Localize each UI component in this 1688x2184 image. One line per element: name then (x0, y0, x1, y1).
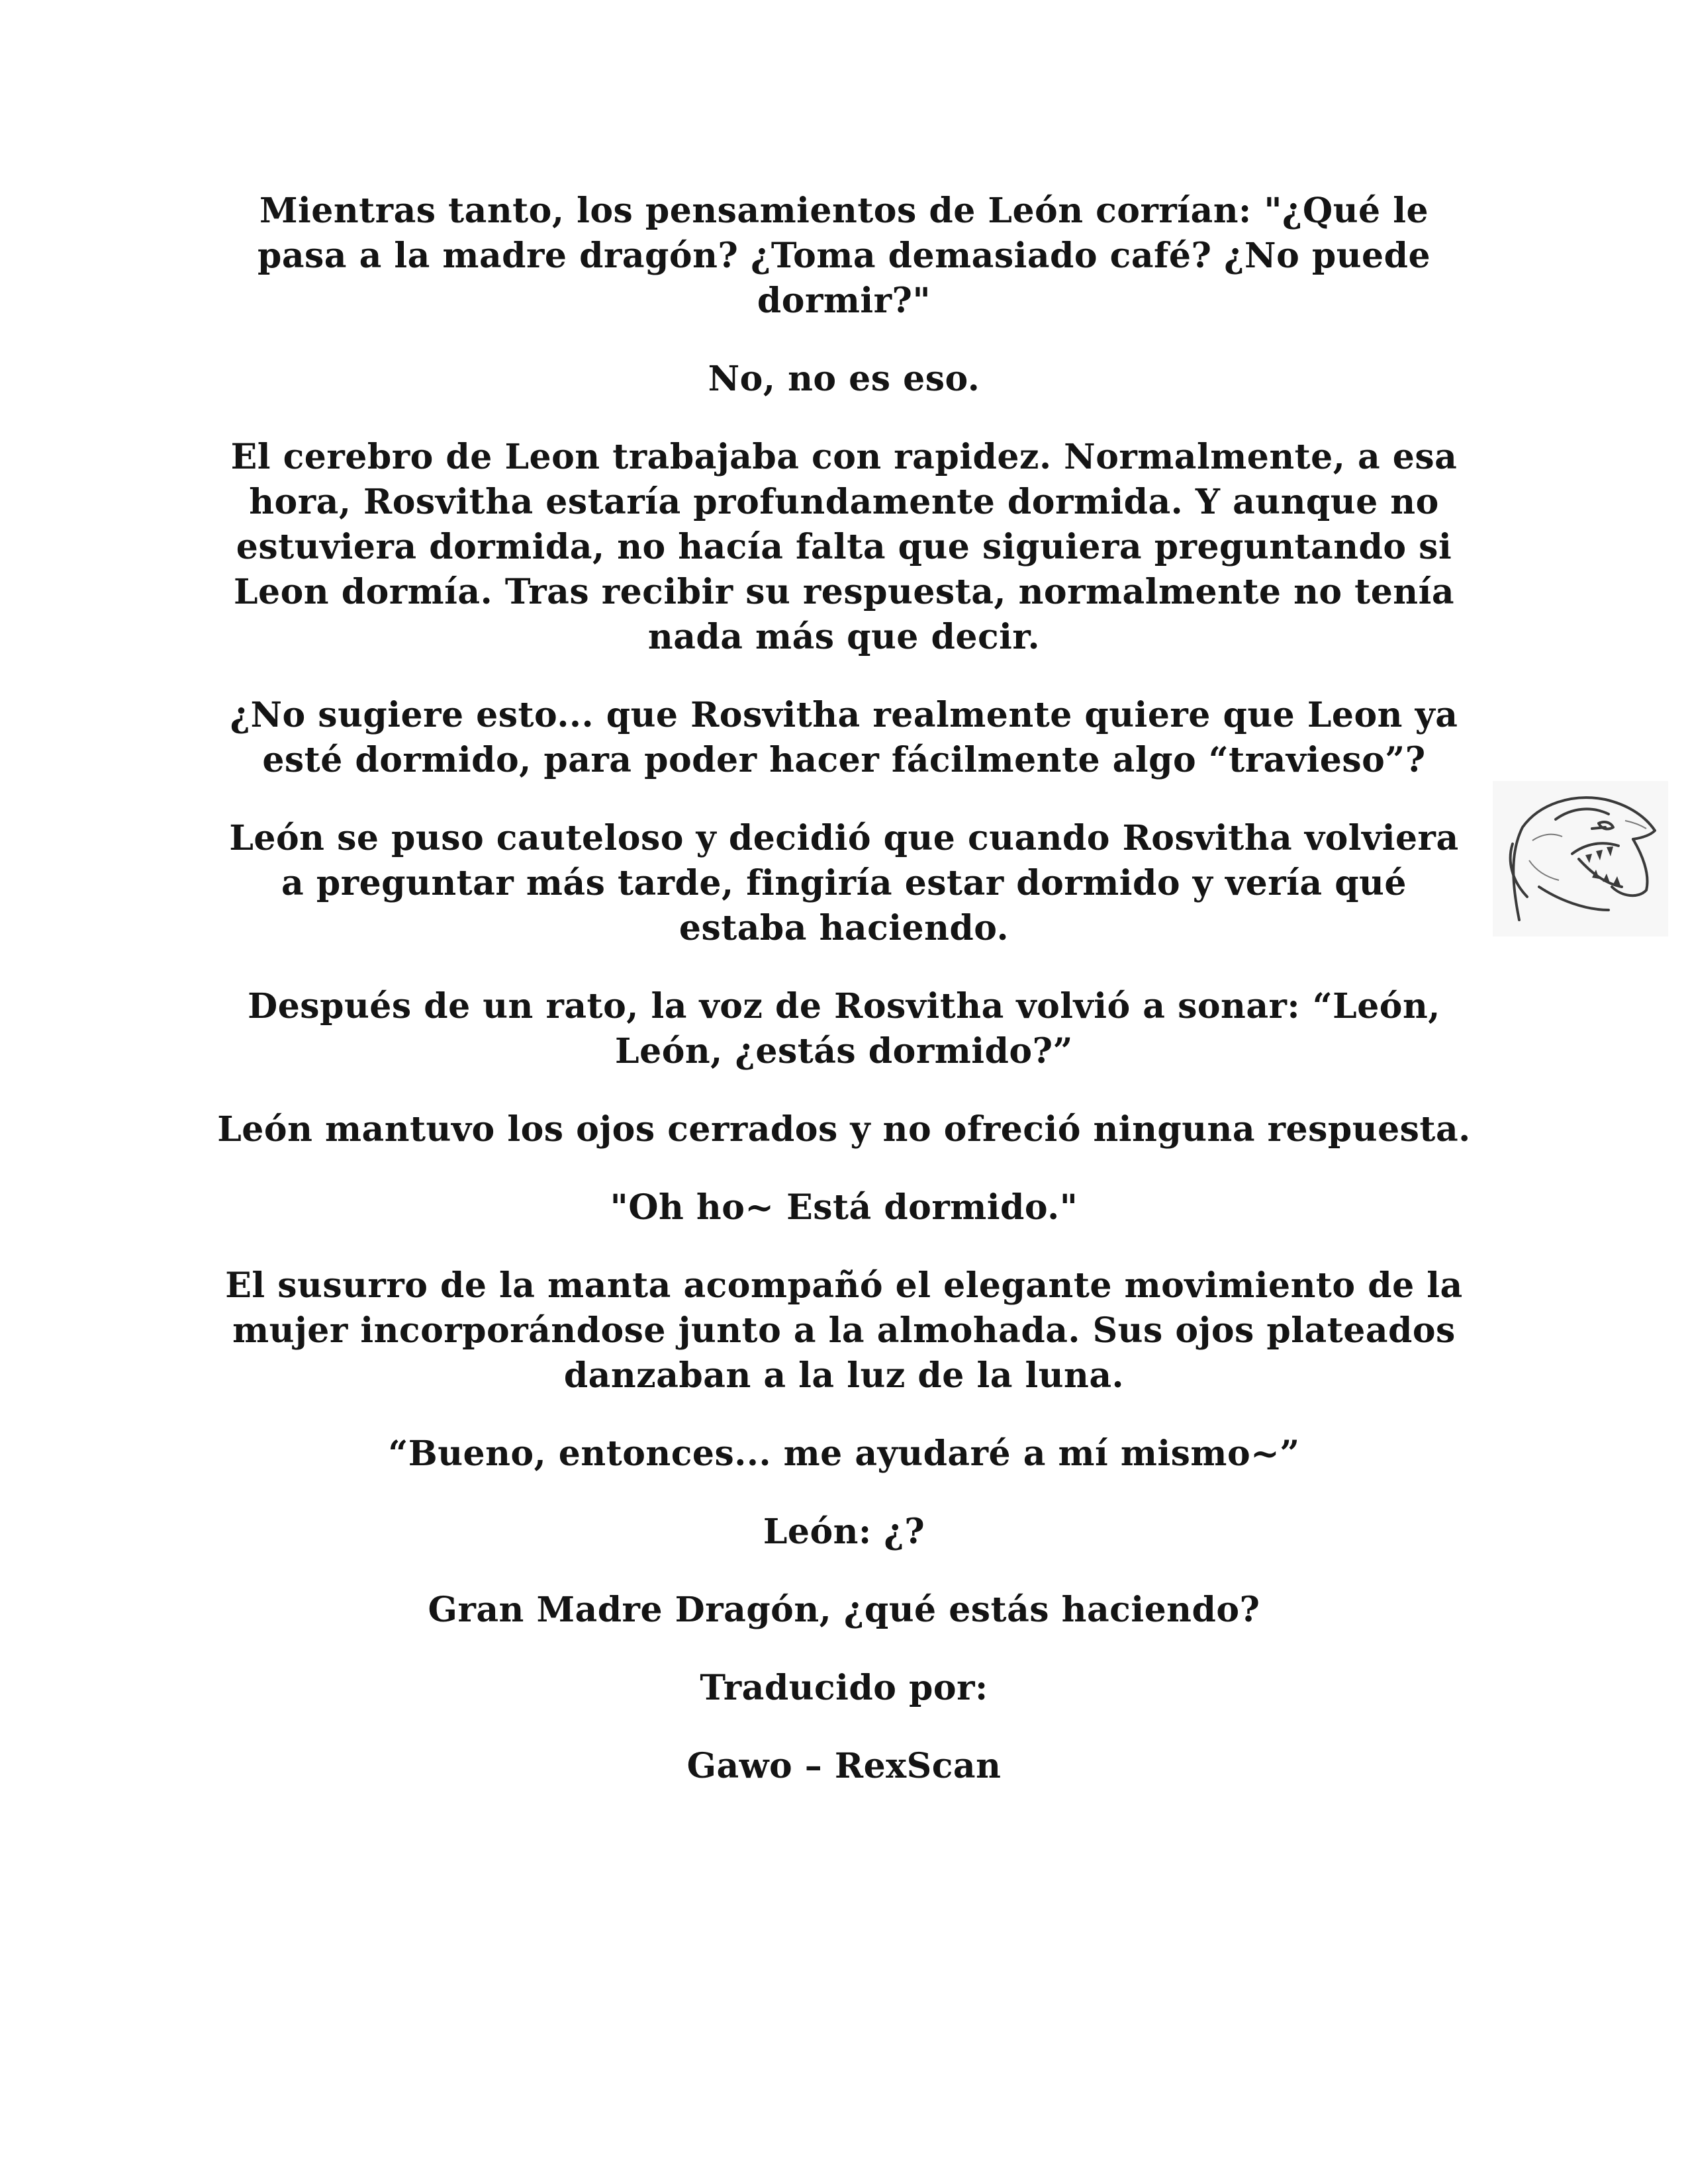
credits-separator: – (792, 1746, 835, 1786)
paragraph-2: No, no es eso. (708, 359, 980, 399)
t-rex-head-sketch-icon (1493, 781, 1668, 936)
paragraph-11: León: ¿? (763, 1512, 925, 1552)
paragraph-7: León mantuvo los ojos cerrados y no ofreció ninguna respuesta. (217, 1109, 1471, 1150)
t-rex-sketch-svg (1493, 781, 1668, 936)
paragraph-10: “Bueno, entonces... me ayudaré a mí mismo~” (388, 1433, 1300, 1474)
paragraph-4: ¿No sugiere esto... que Rosvitha realmente quiere que Leon ya esté dormido, para poder hacer fácilmente algo “travieso”? (230, 695, 1458, 780)
paragraph-3: El cerebro de Leon trabajaba con rapidez. Normalmente, a esa hora, Rosvitha estaría profundamente dormida. Y aunque no estuviera dormida, no hacía falta que siguiera preguntando si Leon dormía. Tras recibir su respuesta, normalmente no tenía nada más que decir. (230, 437, 1458, 657)
paragraph-8: "Oh ho~ Está dormido." (610, 1187, 1078, 1228)
paragraph-12: Gran Madre Dragón, ¿qué estás haciendo? (428, 1590, 1260, 1630)
group-name: RexScan (834, 1746, 1002, 1786)
paragraph-9: El susurro de la manta acompañó el elegante movimiento de la mujer incorporándose junto a la almohada. Sus ojos plateados danzaban a la luz de la luna. (225, 1265, 1463, 1396)
paragraph-5: León se puso cauteloso y decidió que cuando Rosvitha volviera a preguntar más tarde, fingiría estar dormido y vería qué estaba haciendo. (229, 818, 1459, 948)
credits-line (212, 1744, 1476, 1789)
credits-label: Traducido por: (700, 1668, 988, 1708)
paragraph-1: Mientras tanto, los pensamientos de León corrían: "¿Qué le pasa a la madre dragón? ¿Toma demasiado café? ¿No puede dormir?" (257, 191, 1431, 321)
paragraph-6: Después de un rato, la voz de Rosvitha volvió a sonar: “León, León, ¿estás dormido?” (248, 986, 1440, 1071)
translator-name: Gawo (686, 1746, 793, 1786)
document-body (212, 189, 1476, 1822)
